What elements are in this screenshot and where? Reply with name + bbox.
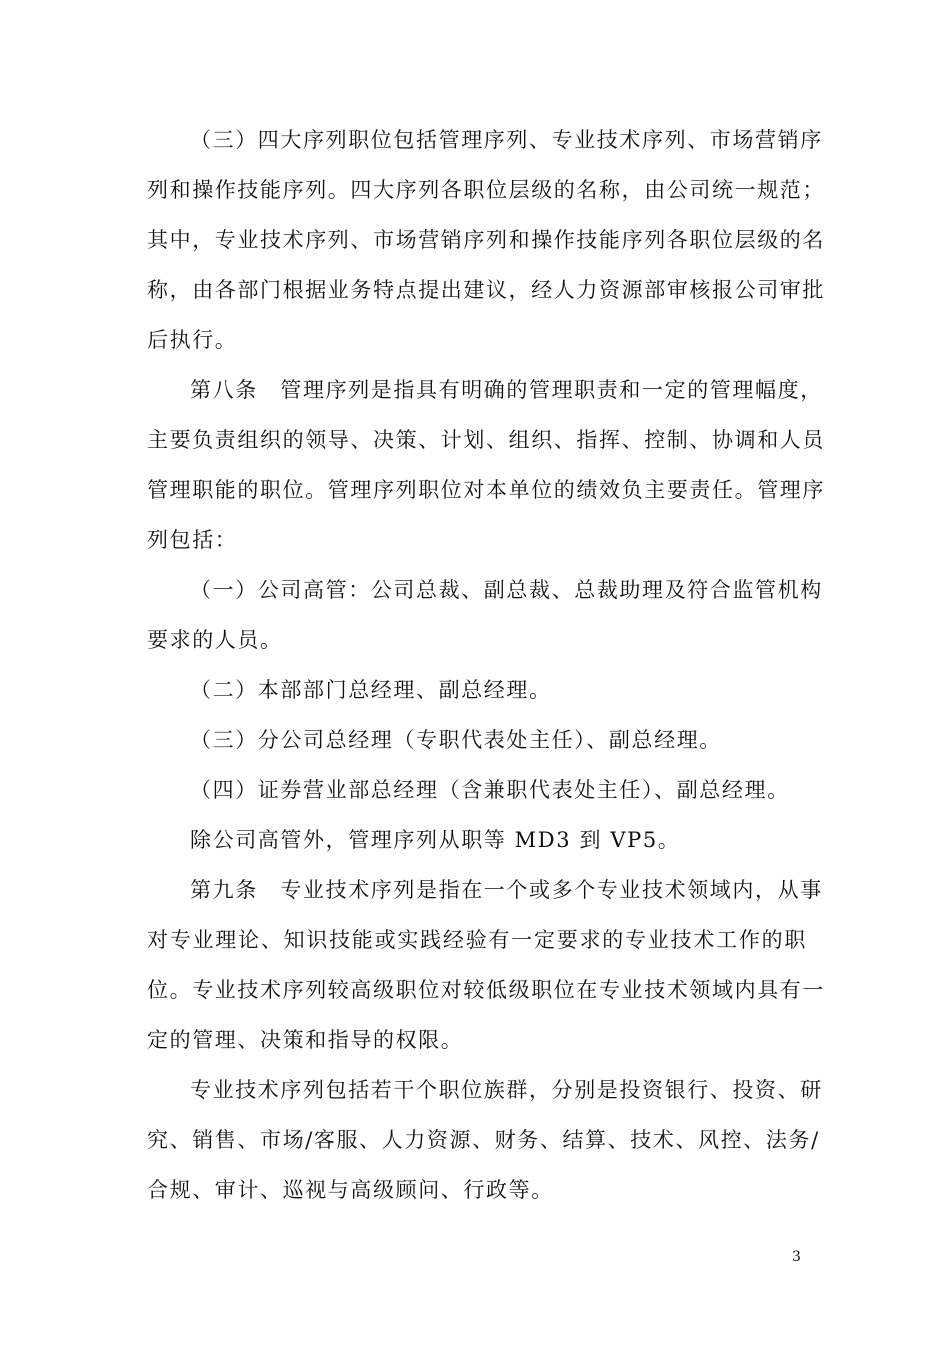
- text-line: 管理职能的职位。管理序列职位对本单位的绩效负主要责任。管理序: [147, 478, 825, 502]
- text-line: 合规、审计、巡视与高级顾问、行政等。: [147, 1178, 554, 1202]
- page-number: 3: [792, 1249, 801, 1265]
- text-line: 究、销售、市场/客服、人力资源、财务、结算、技术、风控、法务/: [147, 1128, 820, 1152]
- grade-range-line: 除公司高管外，管理序列从职等 MD3 到 VP5。: [190, 828, 681, 852]
- list-item-2: （二）本部部门总经理、副总经理。: [190, 678, 552, 702]
- text-line: 要求的人员。: [147, 628, 283, 652]
- text-line: 专业技术序列包括若干个职位族群，分别是投资银行、投资、研: [190, 1078, 823, 1102]
- article-9-heading-line: 第九条 专业技术序列是指在一个或多个专业技术领域内，从事: [190, 878, 823, 902]
- text-line: （三）四大序列职位包括管理序列、专业技术序列、市场营销序: [190, 128, 823, 152]
- list-item-3: （三）分公司总经理（专职代表处主任）、副总经理。: [190, 728, 722, 752]
- text-line: 称，由各部门根据业务特点提出建议，经人力资源部审核报公司审批: [147, 278, 825, 302]
- text-line: 主要负责组织的领导、决策、计划、组织、指挥、控制、协调和人员: [147, 428, 825, 452]
- text-line: 定的管理、决策和指导的权限。: [147, 1028, 464, 1052]
- text-line: 列包括：: [147, 528, 238, 552]
- list-item-4: （四）证券营业部总经理（含兼职代表处主任）、副总经理。: [190, 778, 790, 802]
- text-line: 其中，专业技术序列、市场营销序列和操作技能序列各职位层级的名: [147, 228, 825, 252]
- list-item-1: （一）公司高管：公司总裁、副总裁、总裁助理及符合监管机构: [190, 578, 823, 602]
- text-line: 对专业理论、知识技能或实践经验有一定要求的专业技术工作的职: [147, 928, 807, 952]
- text-line: 列和操作技能序列。四大序列各职位层级的名称，由公司统一规范；: [147, 178, 825, 202]
- text-line: 位。专业技术序列较高级职位对较低级职位在专业技术领域内具有一: [147, 978, 825, 1002]
- article-8-heading-line: 第八条 管理序列是指具有明确的管理职责和一定的管理幅度，: [190, 378, 823, 402]
- text-line: 后执行。: [147, 328, 238, 352]
